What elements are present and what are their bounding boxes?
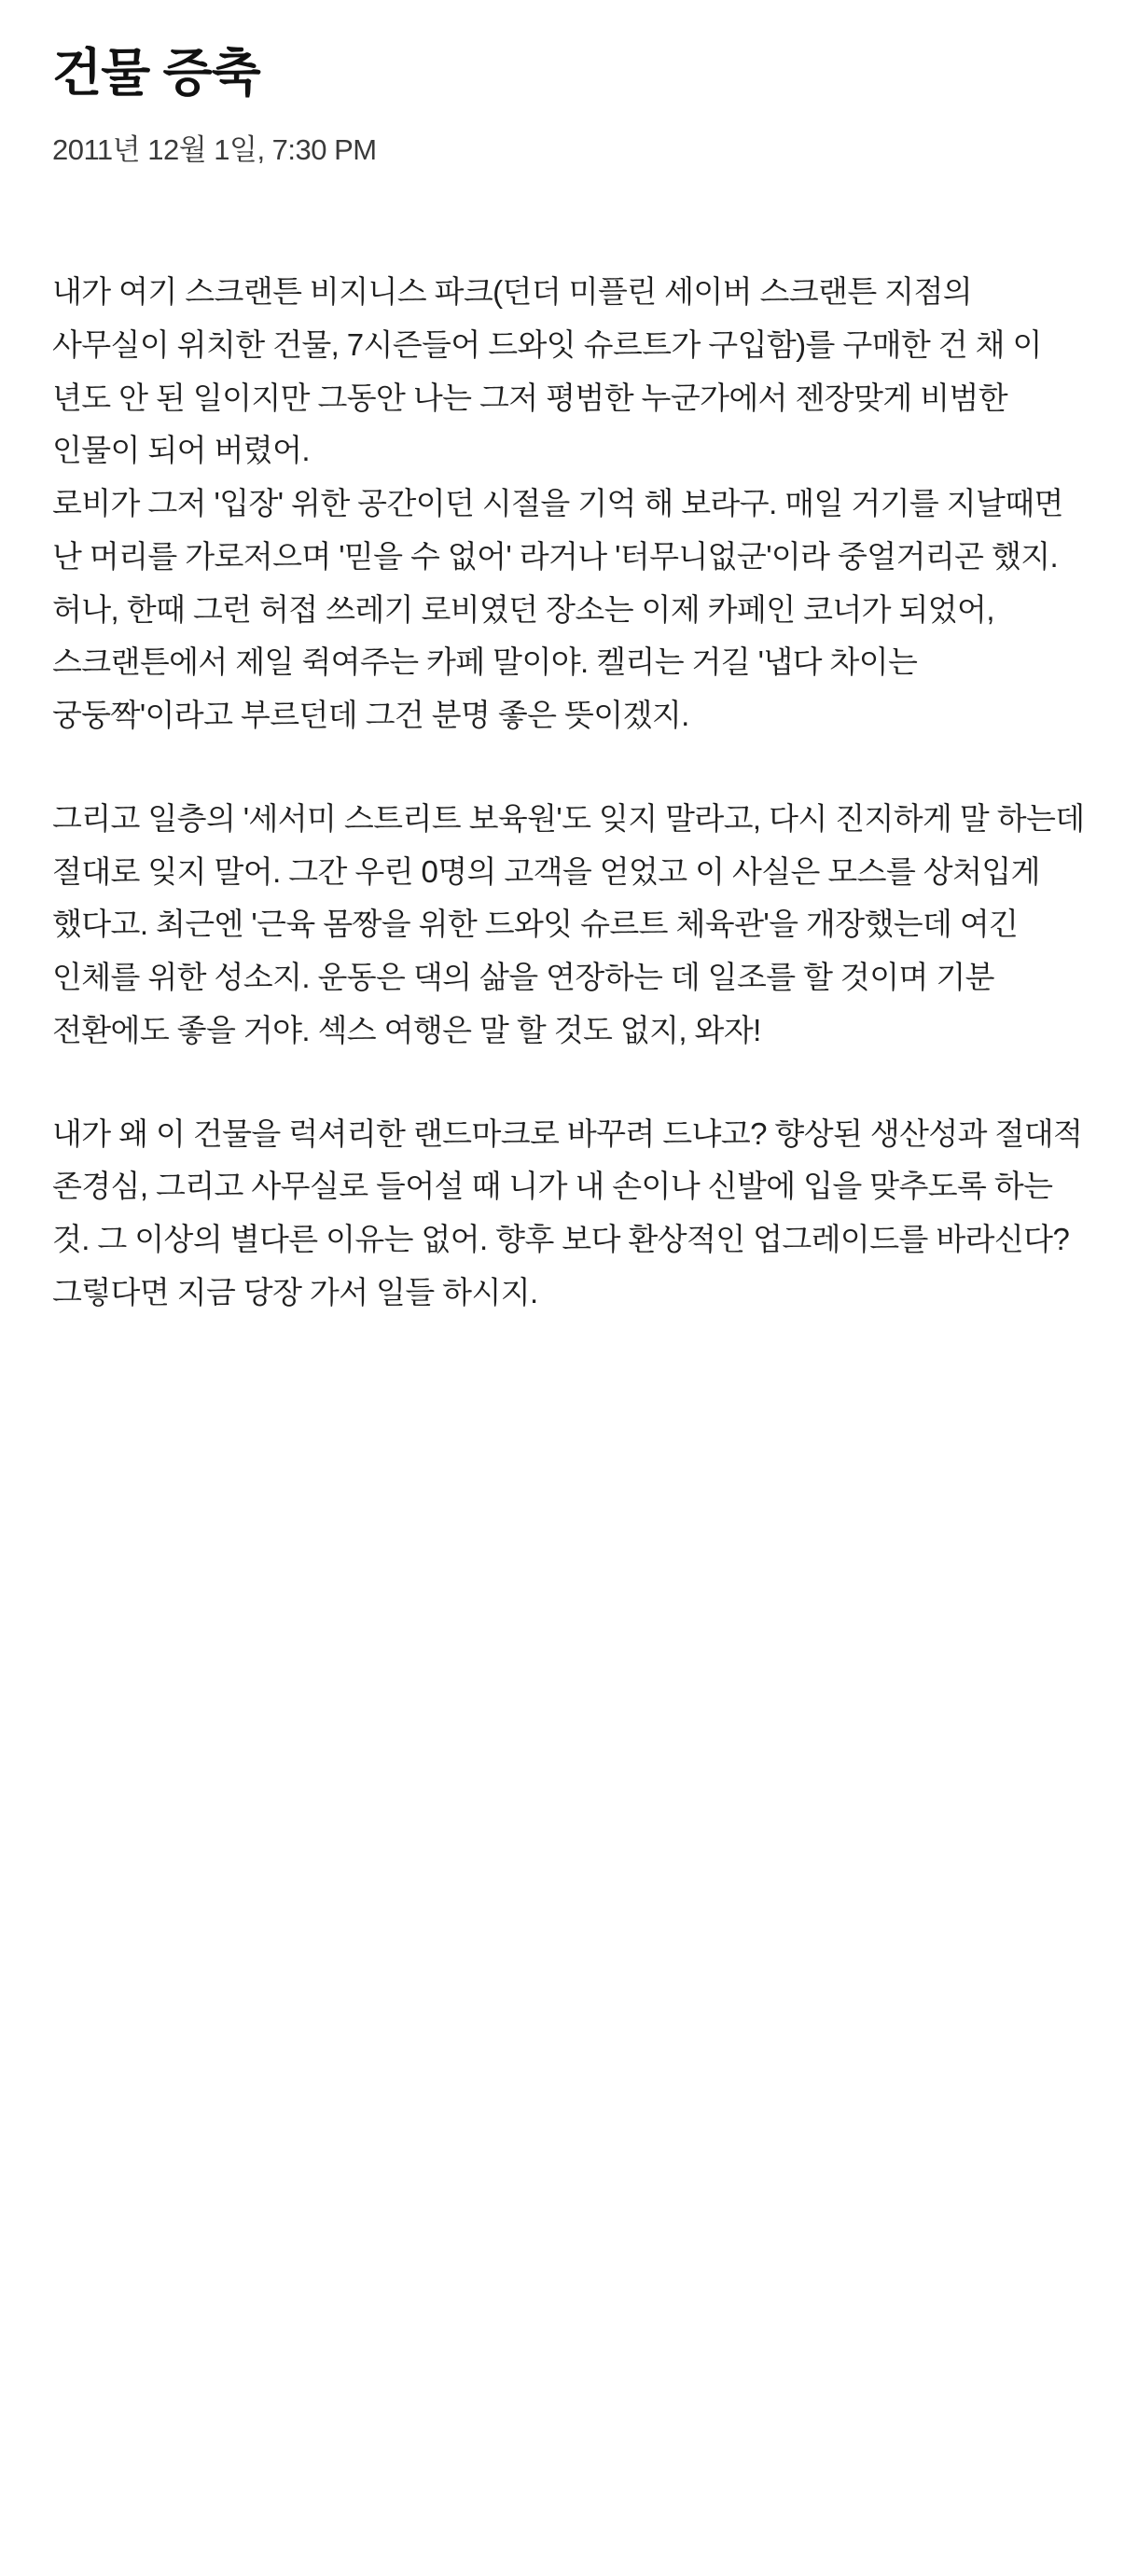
post-body — [52, 266, 1086, 1320]
body-paragraph: 내가 여기 스크랜튼 비지니스 파크(던더 미플린 세이버 스크랜튼 지점의 사무실이 위치한 건물, 7시즌들어 드와잇 슈르트가 구입함)를 구매한 건 채 이 년도 안 된 일이지만 그동안 나는 그저 평범한 누군가에서 젠장맞게 비범한 인물이 되어 버렸어. — [52, 274, 1042, 468]
post-timestamp: 2011년 12월 1일, 7:30 PM — [52, 132, 377, 166]
body-paragraph: 로비가 그저 '입장' 위한 공간이던 시절을 기억 해 보라구. 매일 거기를 지날때면 난 머리를 가로저으며 '믿을 수 없어' 라거나 '터무니없군'이라 중얼거리곤 했지. 허나, 한때 그런 허접 쓰레기 로비였던 장소는 이제 카페인 코너가 되었어, 스크랜튼에서 제일 쥑여주는 카페 말이야. 켈리는 거길 '냅다 차이는 궁둥짝'이라고 부르던데 그건 분명 좋은 뜻이겠지. — [52, 486, 1063, 733]
body-paragraph: 내가 왜 이 건물을 럭셔리한 랜드마크로 바꾸려 드냐고? 향상된 생산성과 절대적 존경심, 그리고 사무실로 들어설 때 니가 내 손이나 신발에 입을 맞추도록 하는 것. 그 이상의 별다른 이유는 없어. 향후 보다 환상적인 업그레이드를 바라신다? 그렇다면 지금 당장 가서 일들 하시지. — [52, 1115, 1083, 1309]
page-title: 건물 증축 — [52, 44, 260, 102]
body-paragraph: 그리고 일층의 '세서미 스트리트 보육원'도 잊지 말라고, 다시 진지하게 말 하는데 절대로 잊지 말어. 그간 우린 0명의 고객을 얻었고 이 사실은 모스를 상처입게 했다고. 최근엔 '근육 몸짱을 위한 드와잇 슈르트 체육관'을 개장했는데 여긴 인체를 위한 성소지. 운동은 댁의 삶을 연장하는 데 일조를 할 것이며 기분 전환에도 좋을 거야. 섹스 여행은 말 할 것도 없지, 와자! — [52, 800, 1085, 1047]
